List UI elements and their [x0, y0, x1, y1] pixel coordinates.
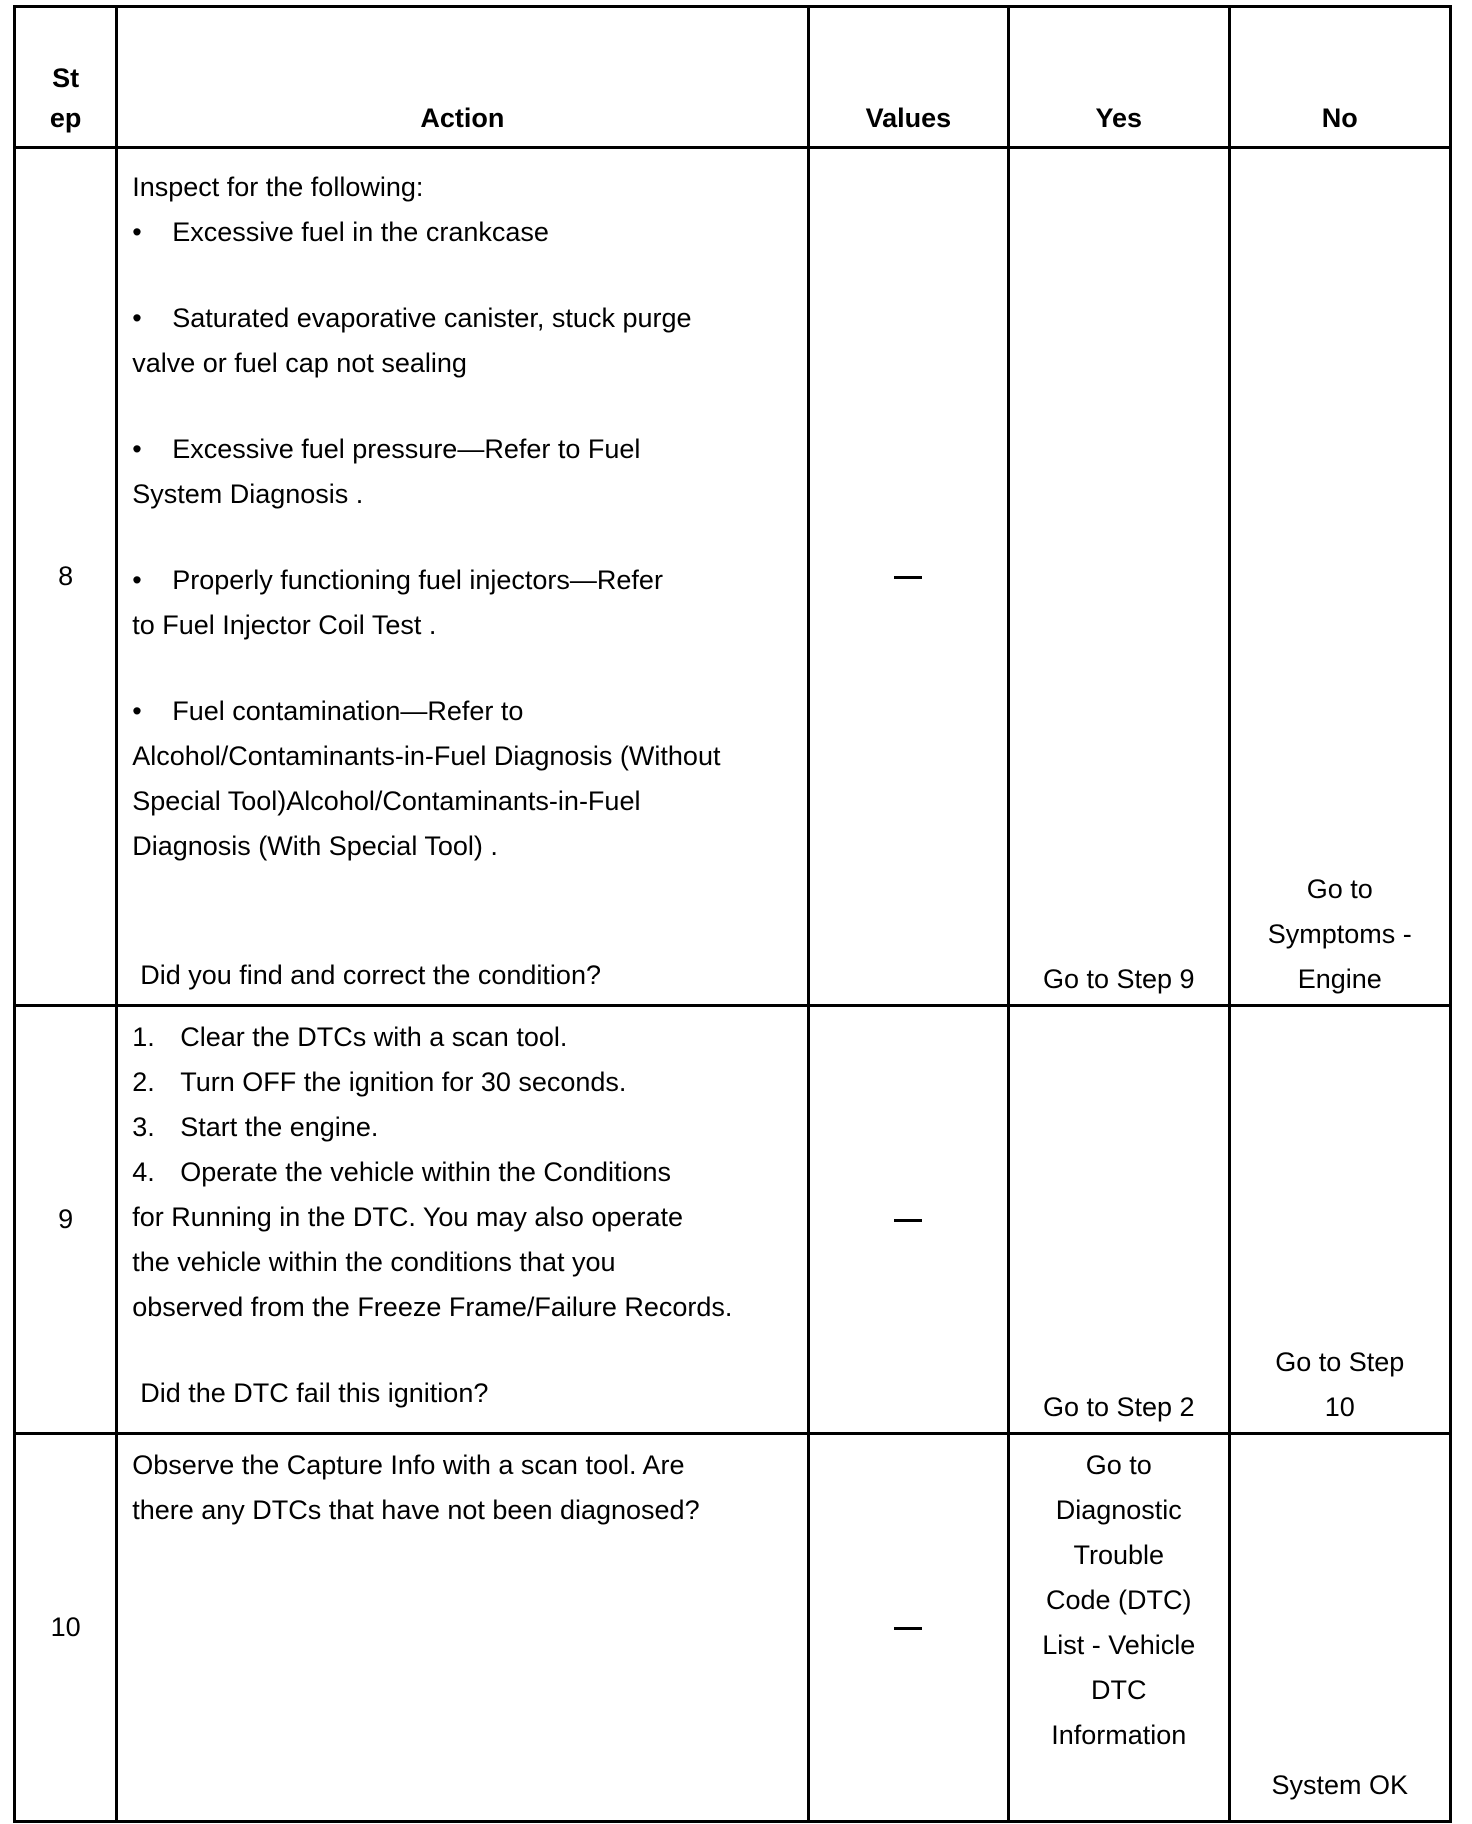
table-row-step-9: [15, 1006, 1451, 1434]
bullet-item-continued: Diagnosis (With Special Tool) .: [132, 831, 498, 861]
dash-mark: [894, 1219, 922, 1222]
header-values: Values: [808, 7, 1008, 148]
step-number: 9: [15, 1006, 117, 1434]
table-row-step-8: [15, 148, 1451, 1006]
bullet-item-continued: System Diagnosis .: [132, 479, 364, 509]
values-cell: [808, 1006, 1008, 1434]
action-cell: [117, 1434, 808, 1822]
action-question: Did you find and correct the condition?: [140, 960, 601, 990]
numbered-step: 1. Clear the DTCs with a scan tool.: [132, 1022, 568, 1052]
yes-cell: Go to Diagnostic Trouble Code (DTC) List - Vehicle DTC Information: [1009, 1434, 1229, 1822]
yes-cell: Go to Step 2: [1009, 1006, 1229, 1434]
yes-cell: Go to Step 9: [1009, 148, 1229, 1006]
dash-mark: [894, 1627, 922, 1630]
numbered-step-continued: the vehicle within the conditions that you: [132, 1247, 616, 1277]
action-question: Did the DTC fail this ignition?: [140, 1378, 489, 1408]
action-intro: Inspect for the following:: [132, 172, 424, 202]
numbered-step: 4. Operate the vehicle within the Conditions: [132, 1157, 671, 1187]
values-cell: [808, 148, 1008, 1006]
numbered-step-continued: observed from the Freeze Frame/Failure Records.: [132, 1292, 733, 1322]
header-action: Action: [117, 7, 808, 148]
bullet-item: • Excessive fuel in the crankcase: [132, 217, 549, 247]
action-text: Observe the Capture Info with a scan tool. Are: [132, 1450, 685, 1480]
header-yes: Yes: [1009, 7, 1229, 148]
header-step: [15, 7, 117, 148]
no-cell: System OK: [1229, 1434, 1451, 1822]
bullet-item-continued: Alcohol/Contaminants-in-Fuel Diagnosis (Without: [132, 741, 721, 771]
values-cell: [808, 1434, 1008, 1822]
action-cell: [117, 148, 808, 1006]
step-number: 10: [15, 1434, 117, 1822]
bullet-item-continued: Special Tool)Alcohol/Contaminants-in-Fuel: [132, 786, 641, 816]
header-step-line1: St: [52, 63, 80, 93]
step-number: 8: [15, 148, 117, 1006]
action-text: there any DTCs that have not been diagnosed?: [132, 1495, 700, 1525]
bullet-item: • Saturated evaporative canister, stuck purge: [132, 303, 692, 333]
no-cell: Go to Step 10: [1229, 1006, 1451, 1434]
table-header-row: [15, 7, 1451, 148]
numbered-step-continued: for Running in the DTC. You may also operate: [132, 1202, 684, 1232]
bullet-item: • Fuel contamination—Refer to: [132, 696, 524, 726]
header-step-line2: ep: [49, 103, 82, 133]
bullet-item-continued: to Fuel Injector Coil Test .: [132, 610, 437, 640]
numbered-step: 3. Start the engine.: [132, 1112, 379, 1142]
diagnostic-table-container: [13, 5, 1452, 1824]
numbered-step: 2. Turn OFF the ignition for 30 seconds.: [132, 1067, 627, 1097]
bullet-item: • Excessive fuel pressure—Refer to Fuel: [132, 434, 641, 464]
diagnostic-table: [13, 5, 1452, 1823]
header-no: No: [1229, 7, 1451, 148]
action-cell: [117, 1006, 808, 1434]
bullet-item-continued: valve or fuel cap not sealing: [132, 348, 467, 378]
bullet-item: • Properly functioning fuel injectors—Refer: [132, 565, 663, 595]
table-row-step-10: [15, 1434, 1451, 1822]
dash-mark: [894, 576, 922, 579]
no-cell: Go to Symptoms - Engine: [1229, 148, 1451, 1006]
